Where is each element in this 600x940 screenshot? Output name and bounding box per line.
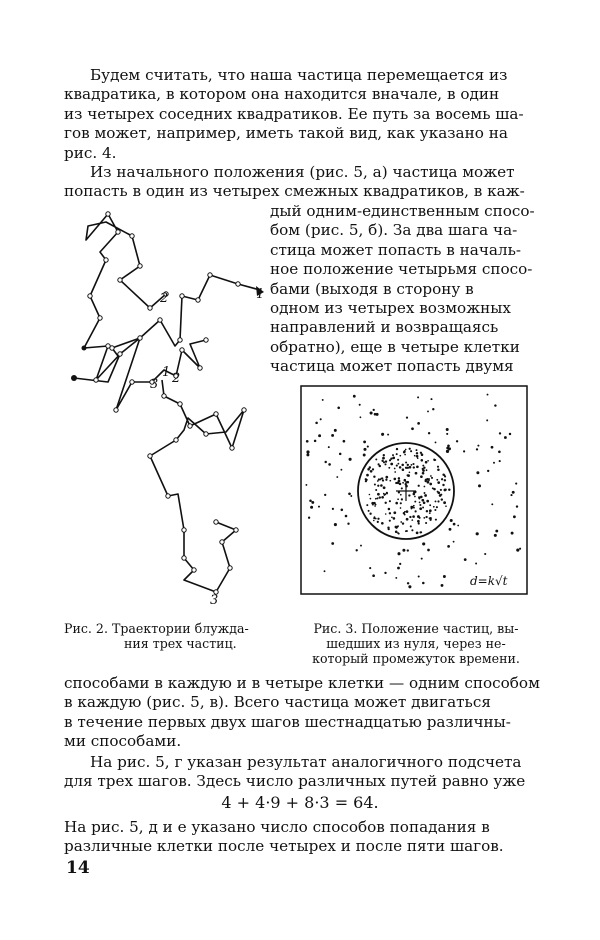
text-line: из четырех соседних квадратиков. Ее путь за восемь ша- bbox=[64, 104, 524, 123]
text-line: частица может попасть двумя bbox=[270, 357, 514, 376]
text-line: направлений и возвращаясь bbox=[270, 318, 499, 337]
text-line: различные клетки после четырех и после пяти шагов. bbox=[64, 837, 504, 856]
text-line: На рис. 5, д и е указано число способов попадания в bbox=[64, 818, 490, 836]
text-line: в каждую (рис. 5, в). Всего частица может двигаться bbox=[64, 693, 491, 712]
text-line: способами в каждую и в четыре клетки — одним способом bbox=[64, 674, 540, 692]
text-line: Будем считать, что наша частица перемещается из bbox=[90, 66, 508, 84]
paragraph-three-steps bbox=[64, 753, 536, 792]
caption-line: шедших из нуля, через не- bbox=[326, 636, 506, 651]
trajectory-2 bbox=[74, 338, 206, 410]
diffusion-formula: d=k√t bbox=[470, 574, 508, 588]
text-line: Из начального положения (рис. 5, а) частица может bbox=[90, 163, 515, 181]
text-line: гов может, например, иметь такой вид, как указано на bbox=[64, 124, 508, 143]
trajectory-end-label: 3 bbox=[210, 593, 219, 608]
text-line: бами (выходя в сторону в bbox=[270, 279, 474, 298]
trajectory-start-label: 2 bbox=[172, 371, 181, 386]
caption-line: ния трех частиц. bbox=[124, 636, 237, 651]
text-line: стица может попасть в началь- bbox=[270, 240, 521, 259]
text-line: квадратика, в котором она находится вначале, в один bbox=[64, 85, 500, 104]
text-line: попасть в один из четырех смежных квадратиков, в каж- bbox=[64, 182, 525, 201]
figure3-caption bbox=[296, 621, 536, 666]
text-line: На рис. 5, г указан результат аналогичного подсчета bbox=[90, 753, 522, 771]
trajectory-label: 2 bbox=[160, 291, 169, 306]
text-line: одном из четырех возможных bbox=[270, 299, 511, 318]
paragraph-two-steps bbox=[64, 674, 540, 752]
text-line: ное положение четырьмя спосо- bbox=[270, 260, 533, 279]
trajectory-end-label: 1 bbox=[256, 287, 265, 302]
trajectory-start-label: 1 bbox=[162, 365, 171, 380]
text-line: рис. 4. bbox=[64, 143, 117, 162]
equation: 4 + 4·9 + 8·3 = 64. bbox=[221, 793, 379, 812]
text-line: для трех шагов. Здесь число различных путей равно уже bbox=[64, 772, 526, 791]
caption-line: Рис. 2. Траектории блужда- bbox=[64, 621, 249, 636]
trajectory-start-label: 3 bbox=[150, 377, 159, 392]
text-line: дый одним-единственным спосо- bbox=[270, 202, 535, 220]
trajectory-3 bbox=[150, 380, 244, 592]
caption-line: Рис. 3. Положение частиц, вы- bbox=[313, 621, 519, 636]
trajectory-1 bbox=[112, 275, 260, 356]
figure-diffusion-square bbox=[300, 385, 528, 595]
text-line: ми способами. bbox=[64, 732, 182, 751]
figure2-caption bbox=[64, 621, 288, 651]
paragraph-four-five-steps bbox=[64, 818, 536, 857]
text-line: бом (рис. 5, б). За два шага ча- bbox=[270, 221, 518, 240]
page-number: 14 bbox=[66, 858, 90, 878]
caption-line: который промежуток времени. bbox=[312, 651, 520, 666]
trajectory-1-tail bbox=[84, 214, 169, 380]
text-line: обратно), еще в четыре клетки bbox=[270, 337, 520, 356]
text-line: в течение первых двух шагов шестнадцатью различны- bbox=[64, 712, 511, 731]
